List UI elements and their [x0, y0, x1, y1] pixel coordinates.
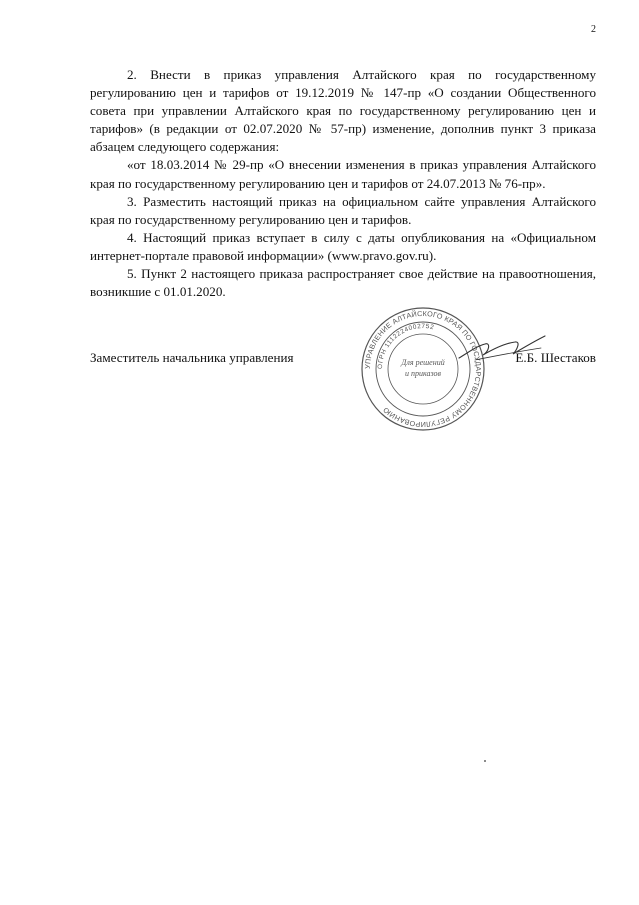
- paragraph-item-4: 4. Настоящий приказ вступает в силу с даты опубликования на «Официальном интернет-портале правовой информации» (www.pravo.gov.ru).: [90, 229, 596, 263]
- seal-center-line-1: Для решений: [401, 358, 445, 367]
- paragraph-item-5: 5. Пункт 2 настоящего приказа распространяет свое действие на правоотношения, возникшие с 01.01.2020.: [90, 266, 596, 300]
- signer-title: Заместитель начальника управления: [90, 350, 294, 365]
- signature-block: [90, 349, 596, 369]
- official-seal: [358, 304, 488, 434]
- paragraph-quote: «от 18.03.2014 № 29-пр «О внесении изменения в приказ управления Алтайского края по государственному регулированию цен и тарифов от 24.07.2013 № 76-пр».: [90, 157, 596, 191]
- scan-speck: [484, 760, 486, 762]
- document-body: [90, 66, 596, 301]
- paragraph-item-3: 3. Разместить настоящий приказ на официальном сайте управления Алтайского края по государственному регулированию цен и тарифов.: [90, 193, 596, 227]
- seal-outer-text: УПРАВЛЕНИЕ АЛТАЙСКОГО КРАЯ ПО ГОСУДАРСТВЕННОМУ РЕГУЛИРОВАНИЮ: [362, 308, 484, 430]
- seal-inner-text: ОГРН 1112224002752: [376, 322, 435, 370]
- seal-center-line-2: и приказов: [404, 369, 442, 378]
- paragraph-item-2: 2. Внести в приказ управления Алтайского края по государственному регулированию цен и тарифов от 19.12.2019 № 147-пр «О создании Общественного совета при управлении Алтайского края по государственному регулированию цен и тарифов» (в редакции от 02.07.2020 № 57-пр) изменение, дополнив пункт 3 приказа абзацем следующего содержания:: [90, 67, 596, 155]
- signer-name: Е.Б. Шестаков: [515, 350, 596, 365]
- page-number: 2: [591, 24, 596, 35]
